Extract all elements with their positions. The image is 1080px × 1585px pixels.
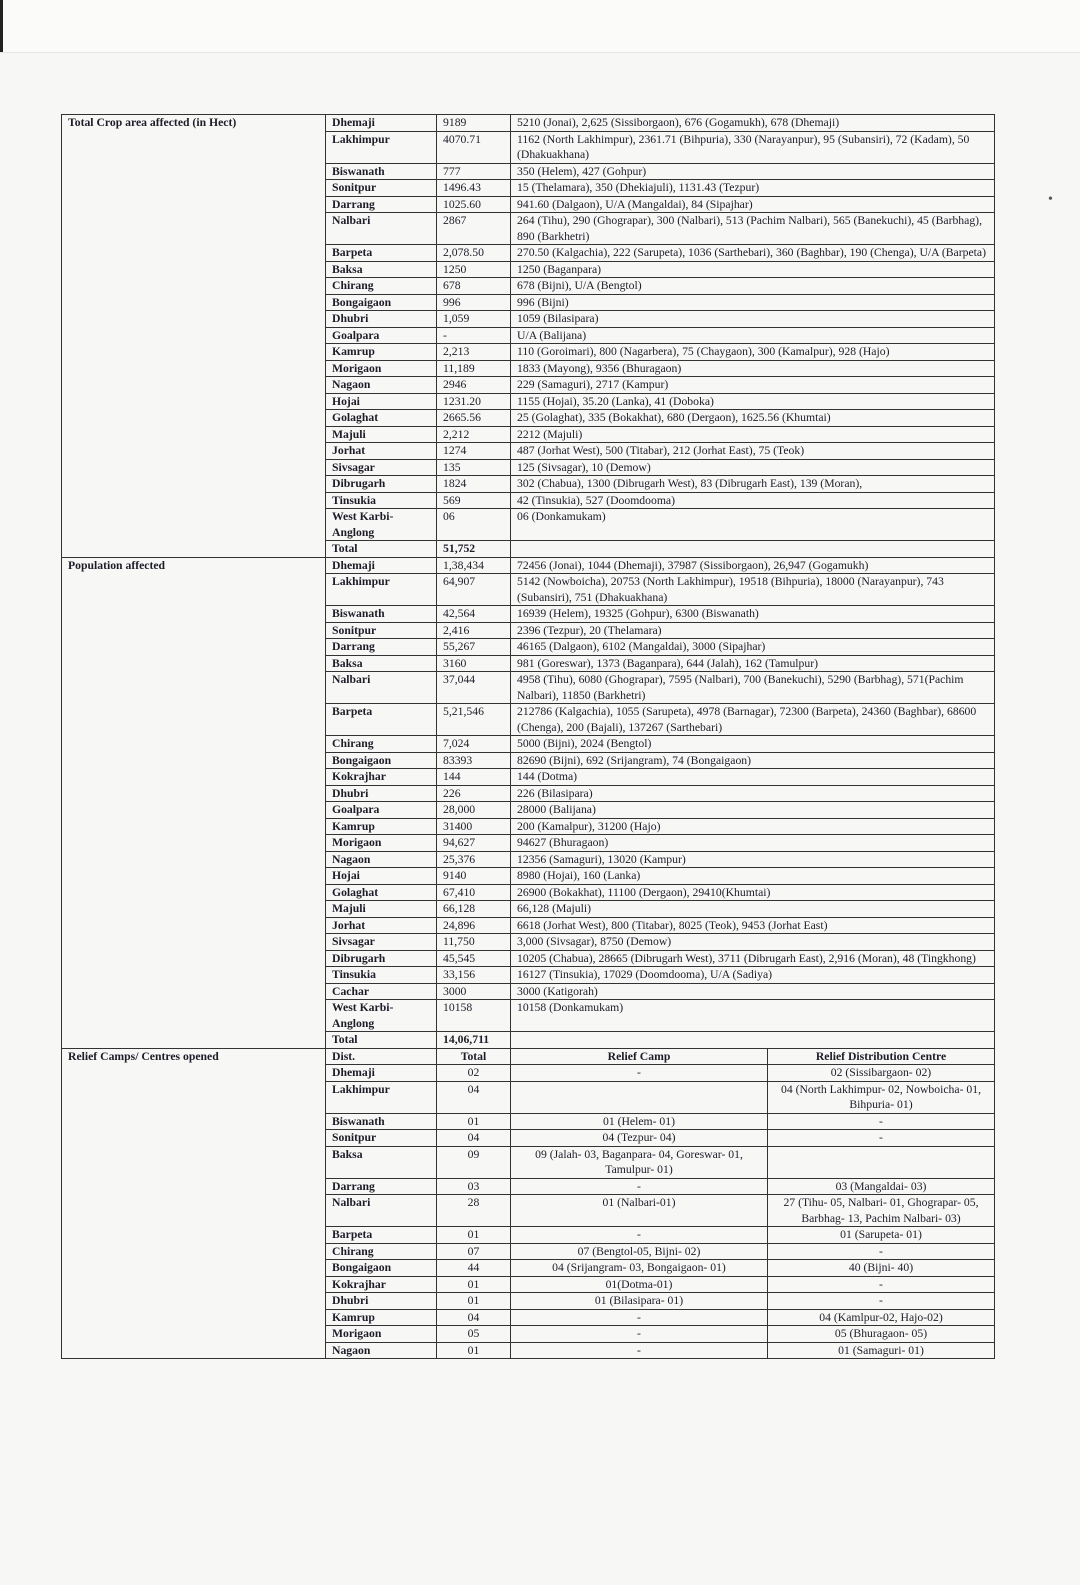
relief-total: 02 xyxy=(437,1065,511,1082)
flood-report-table xyxy=(61,114,995,1359)
crop-value: 2,213 xyxy=(437,344,511,361)
district-name: Morigaon xyxy=(326,835,437,852)
population-breakdown: 981 (Goreswar), 1373 (Baganpara), 644 (Jalah), 162 (Tamulpur) xyxy=(511,655,995,672)
population-section-label: Population affected xyxy=(62,557,326,1048)
district-name: Lakhimpur xyxy=(326,1081,437,1113)
population-breakdown: 226 (Bilasipara) xyxy=(511,785,995,802)
district-name: Dhemaji xyxy=(326,1065,437,1082)
population-value: 1,38,434 xyxy=(437,557,511,574)
population-breakdown: 72456 (Jonai), 1044 (Dhemaji), 37987 (Sissiborgaon), 26,947 (Gogamukh) xyxy=(511,557,995,574)
population-breakdown: 6618 (Jorhat West), 800 (Titabar), 8025 (Teok), 9453 (Jorhat East) xyxy=(511,917,995,934)
district-name: Majuli xyxy=(326,901,437,918)
district-name: Biswanath xyxy=(326,1113,437,1130)
relief-camp: - xyxy=(511,1342,768,1359)
population-breakdown: 16939 (Helem), 19325 (Gohpur), 6300 (Biswanath) xyxy=(511,606,995,623)
relief-camp: 01 (Helem- 01) xyxy=(511,1113,768,1130)
district-name: Tinsukia xyxy=(326,967,437,984)
population-value: 37,044 xyxy=(437,672,511,704)
relief-total: 28 xyxy=(437,1195,511,1227)
district-name: Nagaon xyxy=(326,851,437,868)
district-name: Cachar xyxy=(326,983,437,1000)
relief-distribution-centre: 05 (Bhuragaon- 05) xyxy=(768,1326,995,1343)
relief-distribution-centre: 03 (Mangaldai- 03) xyxy=(768,1178,995,1195)
population-value: 144 xyxy=(437,769,511,786)
crop-value: - xyxy=(437,327,511,344)
crop-value: 9189 xyxy=(437,115,511,132)
scan-corner-mark xyxy=(0,0,3,52)
population-breakdown: 12356 (Samaguri), 13020 (Kampur) xyxy=(511,851,995,868)
population-value: 64,907 xyxy=(437,574,511,606)
population-breakdown: 5142 (Nowboicha), 20753 (North Lakhimpur), 19518 (Bihpuria), 18000 (Narayanpur), 743 (Subansiri), 751 (Dhakuakhana) xyxy=(511,574,995,606)
population-value: 67,410 xyxy=(437,884,511,901)
relief-distribution-centre: 01 (Sarupeta- 01) xyxy=(768,1227,995,1244)
population-breakdown: 10158 (Donkamukam) xyxy=(511,1000,995,1032)
relief-total: 05 xyxy=(437,1326,511,1343)
population-breakdown: 2396 (Tezpur), 20 (Thelamara) xyxy=(511,622,995,639)
crop-breakdown: 1162 (North Lakhimpur), 2361.71 (Bihpuria), 330 (Narayanpur), 95 (Subansiri), 72 (Kadam), 50 (Dhakuakhana) xyxy=(511,131,995,163)
relief-header-centre: Relief Distribution Centre xyxy=(768,1048,995,1065)
relief-distribution-centre: 27 (Tihu- 05, Nalbari- 01, Ghograpar- 05, Barbhag- 13, Pachim Nalbari- 03) xyxy=(768,1195,995,1227)
district-name: Biswanath xyxy=(326,606,437,623)
crop-value: 1824 xyxy=(437,476,511,493)
district-name: Barpeta xyxy=(326,1227,437,1244)
population-value: 7,024 xyxy=(437,736,511,753)
relief-total: 04 xyxy=(437,1130,511,1147)
district-name: Baksa xyxy=(326,655,437,672)
district-name: Golaghat xyxy=(326,410,437,427)
crop-breakdown: 42 (Tinsukia), 527 (Doomdooma) xyxy=(511,492,995,509)
crop-breakdown: 2212 (Majuli) xyxy=(511,426,995,443)
crop-value: 2665.56 xyxy=(437,410,511,427)
crop-breakdown: 1155 (Hojai), 35.20 (Lanka), 41 (Doboka) xyxy=(511,393,995,410)
district-name: Dibrugarh xyxy=(326,476,437,493)
population-breakdown: 3000 (Katigorah) xyxy=(511,983,995,1000)
population-value: 5,21,546 xyxy=(437,704,511,736)
scan-top-margin xyxy=(0,0,1080,53)
district-name: Baksa xyxy=(326,261,437,278)
district-name: Kamrup xyxy=(326,818,437,835)
population-value: 25,376 xyxy=(437,851,511,868)
relief-distribution-centre: - xyxy=(768,1113,995,1130)
relief-camp: - xyxy=(511,1326,768,1343)
district-name: West Karbi-Anglong xyxy=(326,509,437,541)
relief-total: 04 xyxy=(437,1309,511,1326)
relief-distribution-centre: 01 (Samaguri- 01) xyxy=(768,1342,995,1359)
relief-camp: 01 (Bilasipara- 01) xyxy=(511,1293,768,1310)
relief-distribution-centre xyxy=(768,1146,995,1178)
population-breakdown: 16127 (Tinsukia), 17029 (Doomdooma), U/A (Sadiya) xyxy=(511,967,995,984)
population-breakdown: 28000 (Balijana) xyxy=(511,802,995,819)
population-breakdown: 3,000 (Sivsagar), 8750 (Demow) xyxy=(511,934,995,951)
district-name: Sonitpur xyxy=(326,180,437,197)
crop-section xyxy=(62,115,995,558)
population-value: 28,000 xyxy=(437,802,511,819)
population-value: 9140 xyxy=(437,868,511,885)
district-name: Kokrajhar xyxy=(326,1276,437,1293)
relief-header-dist: Dist. xyxy=(326,1048,437,1065)
population-total-value: 14,06,711 xyxy=(437,1032,511,1049)
crop-value: 2867 xyxy=(437,213,511,245)
population-value: 55,267 xyxy=(437,639,511,656)
district-name: Dhemaji xyxy=(326,557,437,574)
district-name: Dhemaji xyxy=(326,115,437,132)
crop-breakdown: 15 (Thelamara), 350 (Dhekiajuli), 1131.43 (Tezpur) xyxy=(511,180,995,197)
population-breakdown: 144 (Dotma) xyxy=(511,769,995,786)
relief-camp: 04 (Tezpur- 04) xyxy=(511,1130,768,1147)
relief-camp: - xyxy=(511,1227,768,1244)
relief-camp: 07 (Bengtol-05, Bijni- 02) xyxy=(511,1243,768,1260)
crop-breakdown: U/A (Balijana) xyxy=(511,327,995,344)
population-value: 10158 xyxy=(437,1000,511,1032)
relief-total: 01 xyxy=(437,1293,511,1310)
population-breakdown: 4958 (Tihu), 6080 (Ghograpar), 7595 (Nalbari), 700 (Banekuchi), 5290 (Barbhag), 571(Pachim Nalbari), 11850 (Barkhetri) xyxy=(511,672,995,704)
crop-value: 11,189 xyxy=(437,360,511,377)
district-name: Darrang xyxy=(326,1178,437,1195)
crop-value: 2,212 xyxy=(437,426,511,443)
population-total-blank xyxy=(511,1032,995,1049)
relief-total: 07 xyxy=(437,1243,511,1260)
district-name: Baksa xyxy=(326,1146,437,1178)
district-name: Lakhimpur xyxy=(326,574,437,606)
district-name: Golaghat xyxy=(326,884,437,901)
district-name: Kokrajhar xyxy=(326,769,437,786)
district-name: Jorhat xyxy=(326,917,437,934)
crop-total-label: Total xyxy=(326,541,437,558)
population-value: 24,896 xyxy=(437,917,511,934)
crop-breakdown: 264 (Tihu), 290 (Ghograpar), 300 (Nalbari), 513 (Pachim Nalbari), 565 (Banekuchi), 45 (Barbhag), 890 (Barkhetri) xyxy=(511,213,995,245)
relief-total: 03 xyxy=(437,1178,511,1195)
relief-distribution-centre: - xyxy=(768,1243,995,1260)
crop-breakdown: 1250 (Baganpara) xyxy=(511,261,995,278)
district-name: Bongaigaon xyxy=(326,1260,437,1277)
district-name: Chirang xyxy=(326,1243,437,1260)
relief-camp: - xyxy=(511,1065,768,1082)
population-value: 11,750 xyxy=(437,934,511,951)
district-name: Lakhimpur xyxy=(326,131,437,163)
crop-section-label: Total Crop area affected (in Hect) xyxy=(62,115,326,558)
relief-header-total: Total xyxy=(437,1048,511,1065)
district-name: Jorhat xyxy=(326,443,437,460)
population-section xyxy=(62,557,995,1048)
relief-total: 01 xyxy=(437,1227,511,1244)
crop-value: 678 xyxy=(437,278,511,295)
district-name: Sonitpur xyxy=(326,622,437,639)
relief-total: 04 xyxy=(437,1081,511,1113)
relief-total: 09 xyxy=(437,1146,511,1178)
crop-breakdown: 487 (Jorhat West), 500 (Titabar), 212 (Jorhat East), 75 (Teok) xyxy=(511,443,995,460)
relief-total: 01 xyxy=(437,1113,511,1130)
relief-total: 01 xyxy=(437,1342,511,1359)
crop-value: 1231.20 xyxy=(437,393,511,410)
population-value: 226 xyxy=(437,785,511,802)
relief-section xyxy=(62,1048,995,1359)
relief-header-row xyxy=(62,1048,995,1065)
population-value: 33,156 xyxy=(437,967,511,984)
relief-camp: 04 (Srijangram- 03, Bongaigaon- 01) xyxy=(511,1260,768,1277)
crop-total-blank xyxy=(511,541,995,558)
district-name: Majuli xyxy=(326,426,437,443)
relief-distribution-centre: 04 (North Lakhimpur- 02, Nowboicha- 01, Bihpuria- 01) xyxy=(768,1081,995,1113)
relief-header-camp: Relief Camp xyxy=(511,1048,768,1065)
crop-total-value: 51,752 xyxy=(437,541,511,558)
district-name: Goalpara xyxy=(326,327,437,344)
relief-total: 44 xyxy=(437,1260,511,1277)
district-name: Goalpara xyxy=(326,802,437,819)
district-name: Sonitpur xyxy=(326,1130,437,1147)
crop-value: 2,078.50 xyxy=(437,245,511,262)
crop-breakdown: 110 (Goroimari), 800 (Nagarbera), 75 (Chaygaon), 300 (Kamalpur), 928 (Hajo) xyxy=(511,344,995,361)
district-name: West Karbi-Anglong xyxy=(326,1000,437,1032)
relief-camp: 01(Dotma-01) xyxy=(511,1276,768,1293)
population-value: 3000 xyxy=(437,983,511,1000)
crop-breakdown: 350 (Helem), 427 (Gohpur) xyxy=(511,163,995,180)
district-name: Dibrugarh xyxy=(326,950,437,967)
relief-distribution-centre: 02 (Sissibargaon- 02) xyxy=(768,1065,995,1082)
population-breakdown: 94627 (Bhuragaon) xyxy=(511,835,995,852)
relief-camp: 01 (Nalbari-01) xyxy=(511,1195,768,1227)
crop-value: 1496.43 xyxy=(437,180,511,197)
population-value: 45,545 xyxy=(437,950,511,967)
crop-breakdown: 270.50 (Kalgachia), 222 (Sarupeta), 1036 (Sarthebari), 360 (Baghbar), 190 (Chenga), U/A (Barpeta) xyxy=(511,245,995,262)
district-name: Tinsukia xyxy=(326,492,437,509)
population-breakdown: 5000 (Bijni), 2024 (Bengtol) xyxy=(511,736,995,753)
population-value: 42,564 xyxy=(437,606,511,623)
crop-value: 569 xyxy=(437,492,511,509)
crop-value: 1274 xyxy=(437,443,511,460)
population-breakdown: 8980 (Hojai), 160 (Lanka) xyxy=(511,868,995,885)
district-name: Darrang xyxy=(326,639,437,656)
relief-distribution-centre: - xyxy=(768,1276,995,1293)
crop-value: 1025.60 xyxy=(437,196,511,213)
crop-value: 4070.71 xyxy=(437,131,511,163)
population-breakdown: 212786 (Kalgachia), 1055 (Sarupeta), 4978 (Barnagar), 72300 (Barpeta), 24360 (Baghbar), 68600 (Chenga), 200 (Bajali), 137267 (Sarthebari) xyxy=(511,704,995,736)
crop-value: 135 xyxy=(437,459,511,476)
crop-breakdown: 302 (Chabua), 1300 (Dibrugarh West), 83 (Dibrugarh East), 139 (Moran), xyxy=(511,476,995,493)
population-value: 94,627 xyxy=(437,835,511,852)
scan-speck: • xyxy=(1048,192,1053,207)
crop-value: 2946 xyxy=(437,377,511,394)
relief-camp: - xyxy=(511,1309,768,1326)
population-value: 83393 xyxy=(437,752,511,769)
crop-breakdown: 1833 (Mayong), 9356 (Bhuragaon) xyxy=(511,360,995,377)
district-name: Chirang xyxy=(326,278,437,295)
district-name: Darrang xyxy=(326,196,437,213)
district-name: Nagaon xyxy=(326,1342,437,1359)
district-name: Dhubri xyxy=(326,1293,437,1310)
crop-breakdown: 125 (Sivsagar), 10 (Demow) xyxy=(511,459,995,476)
population-value: 66,128 xyxy=(437,901,511,918)
population-breakdown: 200 (Kamalpur), 31200 (Hajo) xyxy=(511,818,995,835)
district-name: Hojai xyxy=(326,393,437,410)
crop-value: 777 xyxy=(437,163,511,180)
crop-breakdown: 25 (Golaghat), 335 (Bokakhat), 680 (Dergaon), 1625.56 (Khumtai) xyxy=(511,410,995,427)
district-name: Bongaigaon xyxy=(326,752,437,769)
district-name: Sivsagar xyxy=(326,934,437,951)
crop-breakdown: 229 (Samaguri), 2717 (Kampur) xyxy=(511,377,995,394)
population-breakdown: 82690 (Bijni), 692 (Srijangram), 74 (Bongaigaon) xyxy=(511,752,995,769)
relief-camp xyxy=(511,1081,768,1113)
district-name: Sivsagar xyxy=(326,459,437,476)
relief-camp: 09 (Jalah- 03, Baganpara- 04, Goreswar- 01, Tamulpur- 01) xyxy=(511,1146,768,1178)
relief-total: 01 xyxy=(437,1276,511,1293)
district-name: Nalbari xyxy=(326,213,437,245)
district-name: Barpeta xyxy=(326,704,437,736)
crop-value: 996 xyxy=(437,294,511,311)
district-name: Chirang xyxy=(326,736,437,753)
crop-breakdown: 996 (Bijni) xyxy=(511,294,995,311)
district-name: Kamrup xyxy=(326,344,437,361)
district-name: Barpeta xyxy=(326,245,437,262)
population-breakdown: 26900 (Bokakhat), 11100 (Dergaon), 29410(Khumtai) xyxy=(511,884,995,901)
district-name: Kamrup xyxy=(326,1309,437,1326)
district-name: Bongaigaon xyxy=(326,294,437,311)
crop-value: 1250 xyxy=(437,261,511,278)
population-row xyxy=(62,557,995,574)
crop-breakdown: 06 (Donkamukam) xyxy=(511,509,995,541)
crop-breakdown: 1059 (Bilasipara) xyxy=(511,311,995,328)
crop-value: 06 xyxy=(437,509,511,541)
population-value: 31400 xyxy=(437,818,511,835)
district-name: Biswanath xyxy=(326,163,437,180)
population-value: 3160 xyxy=(437,655,511,672)
district-name: Nagaon xyxy=(326,377,437,394)
relief-distribution-centre: - xyxy=(768,1130,995,1147)
crop-breakdown: 678 (Bijni), U/A (Bengtol) xyxy=(511,278,995,295)
relief-distribution-centre: - xyxy=(768,1293,995,1310)
district-name: Dhubri xyxy=(326,311,437,328)
relief-section-label: Relief Camps/ Centres opened xyxy=(62,1048,326,1359)
crop-value: 1,059 xyxy=(437,311,511,328)
district-name: Hojai xyxy=(326,868,437,885)
district-name: Morigaon xyxy=(326,360,437,377)
district-name: Morigaon xyxy=(326,1326,437,1343)
population-breakdown: 66,128 (Majuli) xyxy=(511,901,995,918)
relief-distribution-centre: 40 (Bijni- 40) xyxy=(768,1260,995,1277)
relief-distribution-centre: 04 (Kamlpur-02, Hajo-02) xyxy=(768,1309,995,1326)
district-name: Nalbari xyxy=(326,1195,437,1227)
district-name: Nalbari xyxy=(326,672,437,704)
population-total-label: Total xyxy=(326,1032,437,1049)
population-breakdown: 10205 (Chabua), 28665 (Dibrugarh West), 3711 (Dibrugarh East), 2,916 (Moran), 48 (Tingkhong) xyxy=(511,950,995,967)
district-name: Dhubri xyxy=(326,785,437,802)
population-breakdown: 46165 (Dalgaon), 6102 (Mangaldai), 3000 (Sipajhar) xyxy=(511,639,995,656)
crop-breakdown: 941.60 (Dalgaon), U/A (Mangaldai), 84 (Sipajhar) xyxy=(511,196,995,213)
crop-breakdown: 5210 (Jonai), 2,625 (Sissiborgaon), 676 (Gogamukh), 678 (Dhemaji) xyxy=(511,115,995,132)
population-value: 2,416 xyxy=(437,622,511,639)
crop-row xyxy=(62,115,995,132)
relief-camp: - xyxy=(511,1178,768,1195)
